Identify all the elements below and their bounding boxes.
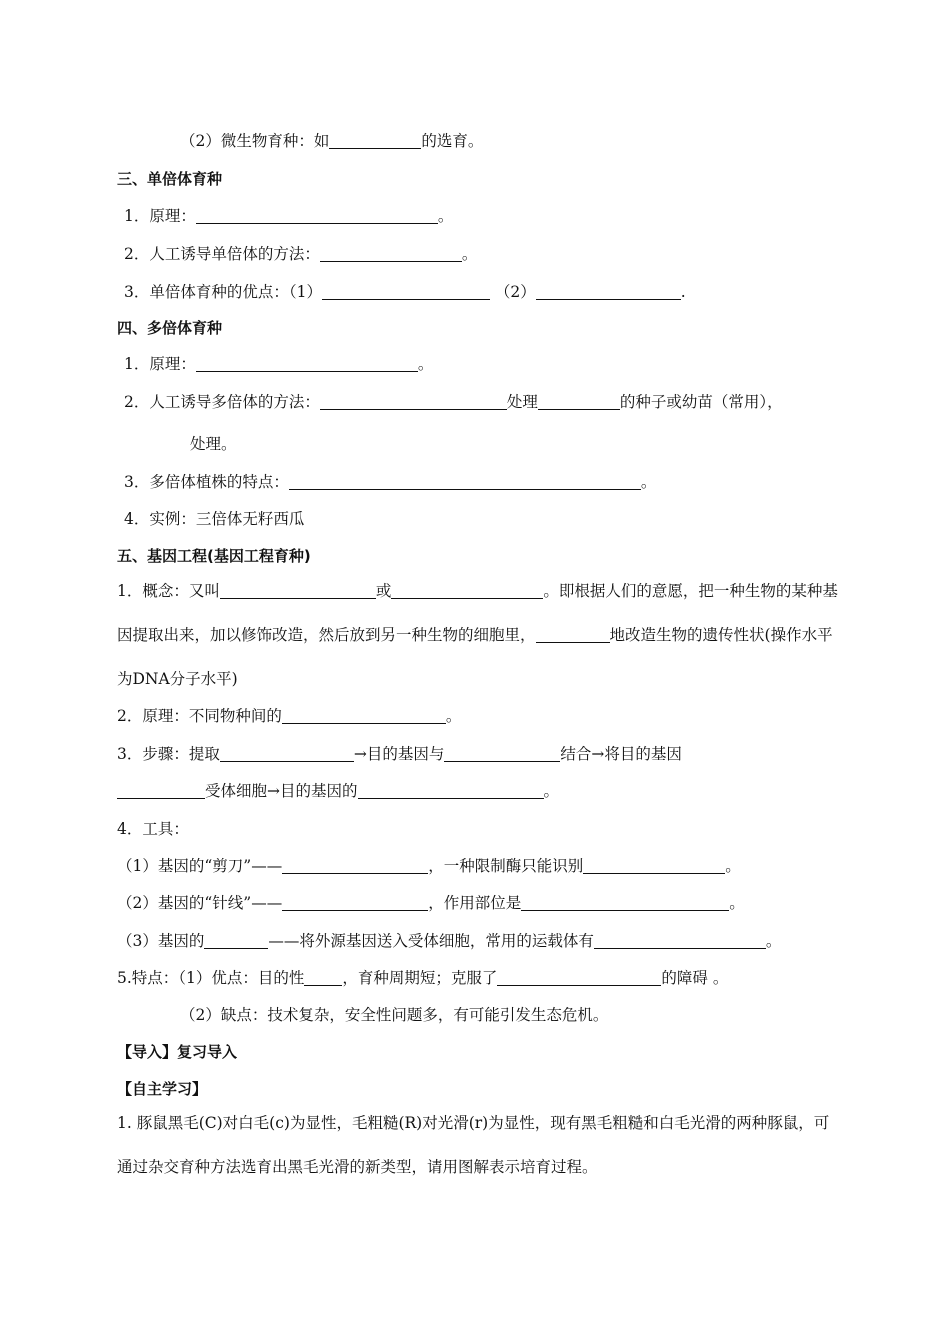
sec5-tool-vector: （3）基因的 ——将外源基因送入受体细胞，常用的运载体有 。 bbox=[117, 932, 782, 950]
sec5-features-2: （2）缺点：技术复杂，安全性问题多，有可能引发生态危机。 bbox=[180, 1006, 609, 1024]
sec3-method-line: 2．人工诱导单倍体的方法： 。 bbox=[124, 245, 478, 263]
sec3-principle-line: 1．原理： 。 bbox=[124, 207, 454, 225]
section-5-heading: 五、基因工程(基因工程育种) bbox=[117, 547, 311, 565]
fill-blank[interactable] bbox=[536, 283, 681, 300]
fill-blank[interactable] bbox=[320, 245, 462, 262]
sec5-steps-line-2: 受体细胞→目的基因的 。 bbox=[117, 780, 559, 802]
fill-blank[interactable] bbox=[282, 707, 446, 724]
fill-blank[interactable] bbox=[329, 132, 421, 149]
intro-heading: 【导入】复习导入 bbox=[117, 1043, 238, 1061]
fill-blank[interactable] bbox=[289, 473, 641, 490]
sec4-principle-line: 1．原理： 。 bbox=[124, 355, 434, 373]
fill-blank[interactable] bbox=[220, 745, 354, 762]
fill-blank[interactable] bbox=[304, 969, 342, 986]
fill-blank[interactable] bbox=[536, 626, 610, 643]
question-1: 1. 豚鼠黑毛(C)对白毛(c)为显性，毛粗糙(R)对光滑(r)为显性，现有黑毛粗糙和白毛光滑的两种豚鼠，可通过杂交育种方法选育出黑毛光滑的新类型，请用图解表示培育过程。 bbox=[117, 1114, 830, 1176]
self-study-heading: 【自主学习】 bbox=[117, 1080, 208, 1098]
fill-blank[interactable] bbox=[117, 782, 205, 799]
fill-blank[interactable] bbox=[497, 969, 661, 986]
sec4-example-line: 4．实例：三倍体无籽西瓜 bbox=[124, 510, 305, 528]
fill-blank[interactable] bbox=[521, 894, 729, 911]
sec3-advantages-line: 3．单倍体育种的优点：（1） （2） . bbox=[124, 283, 686, 301]
micro-breeding-line: （2）微生物育种：如 的选育。 bbox=[180, 132, 484, 150]
sec5-principle-line: 2．原理：不同物种间的 。 bbox=[117, 707, 462, 725]
sec5-tool-scissors: （1）基因的“剪刀”—— ，一种限制酶只能识别 。 bbox=[117, 857, 741, 875]
fill-blank[interactable] bbox=[196, 207, 438, 224]
fill-blank[interactable] bbox=[204, 932, 268, 949]
sec5-steps-line-1: 3．步骤：提取 →目的基因与 结合→将目的基因 bbox=[117, 745, 682, 763]
fill-blank[interactable] bbox=[220, 582, 376, 599]
section-4-heading: 四、多倍体育种 bbox=[117, 319, 223, 337]
fill-blank[interactable] bbox=[538, 393, 620, 410]
sec4-method-line: 2．人工诱导多倍体的方法： 处理 的种子或幼苗（常用）， bbox=[124, 393, 783, 411]
sec4-features-line: 3．多倍体植株的特点： 。 bbox=[124, 473, 657, 491]
sec5-features-1: 5.特点：（1）优点：目的性 ，育种周期短；克服了 的障碍 。 bbox=[117, 969, 729, 987]
fill-blank[interactable] bbox=[594, 932, 766, 949]
fill-blank[interactable] bbox=[358, 782, 544, 799]
fill-blank[interactable] bbox=[282, 857, 428, 874]
fill-blank[interactable] bbox=[322, 283, 490, 300]
sec5-concept-paragraph: 1．概念：又叫 或 。即根据人们的意愿，把一种生物的某种基因提取出来，加以修饰改造，然后放到另一种生物的细胞里， 地改造生物的遗传性状(操作水平为DNA分子水平) bbox=[117, 582, 838, 688]
fill-blank[interactable] bbox=[583, 857, 725, 874]
sec5-tools-heading: 4．工具： bbox=[117, 820, 189, 838]
section-3-heading: 三、单倍体育种 bbox=[117, 170, 223, 188]
fill-blank[interactable] bbox=[282, 894, 428, 911]
fill-blank[interactable] bbox=[196, 355, 418, 372]
sec5-tool-needle: （2）基因的“针线”—— ，作用部位是 。 bbox=[117, 894, 745, 912]
fill-blank[interactable] bbox=[320, 393, 507, 410]
fill-blank[interactable] bbox=[391, 582, 543, 599]
sec4-method-cont: 处理。 bbox=[190, 435, 237, 453]
fill-blank[interactable] bbox=[444, 745, 560, 762]
